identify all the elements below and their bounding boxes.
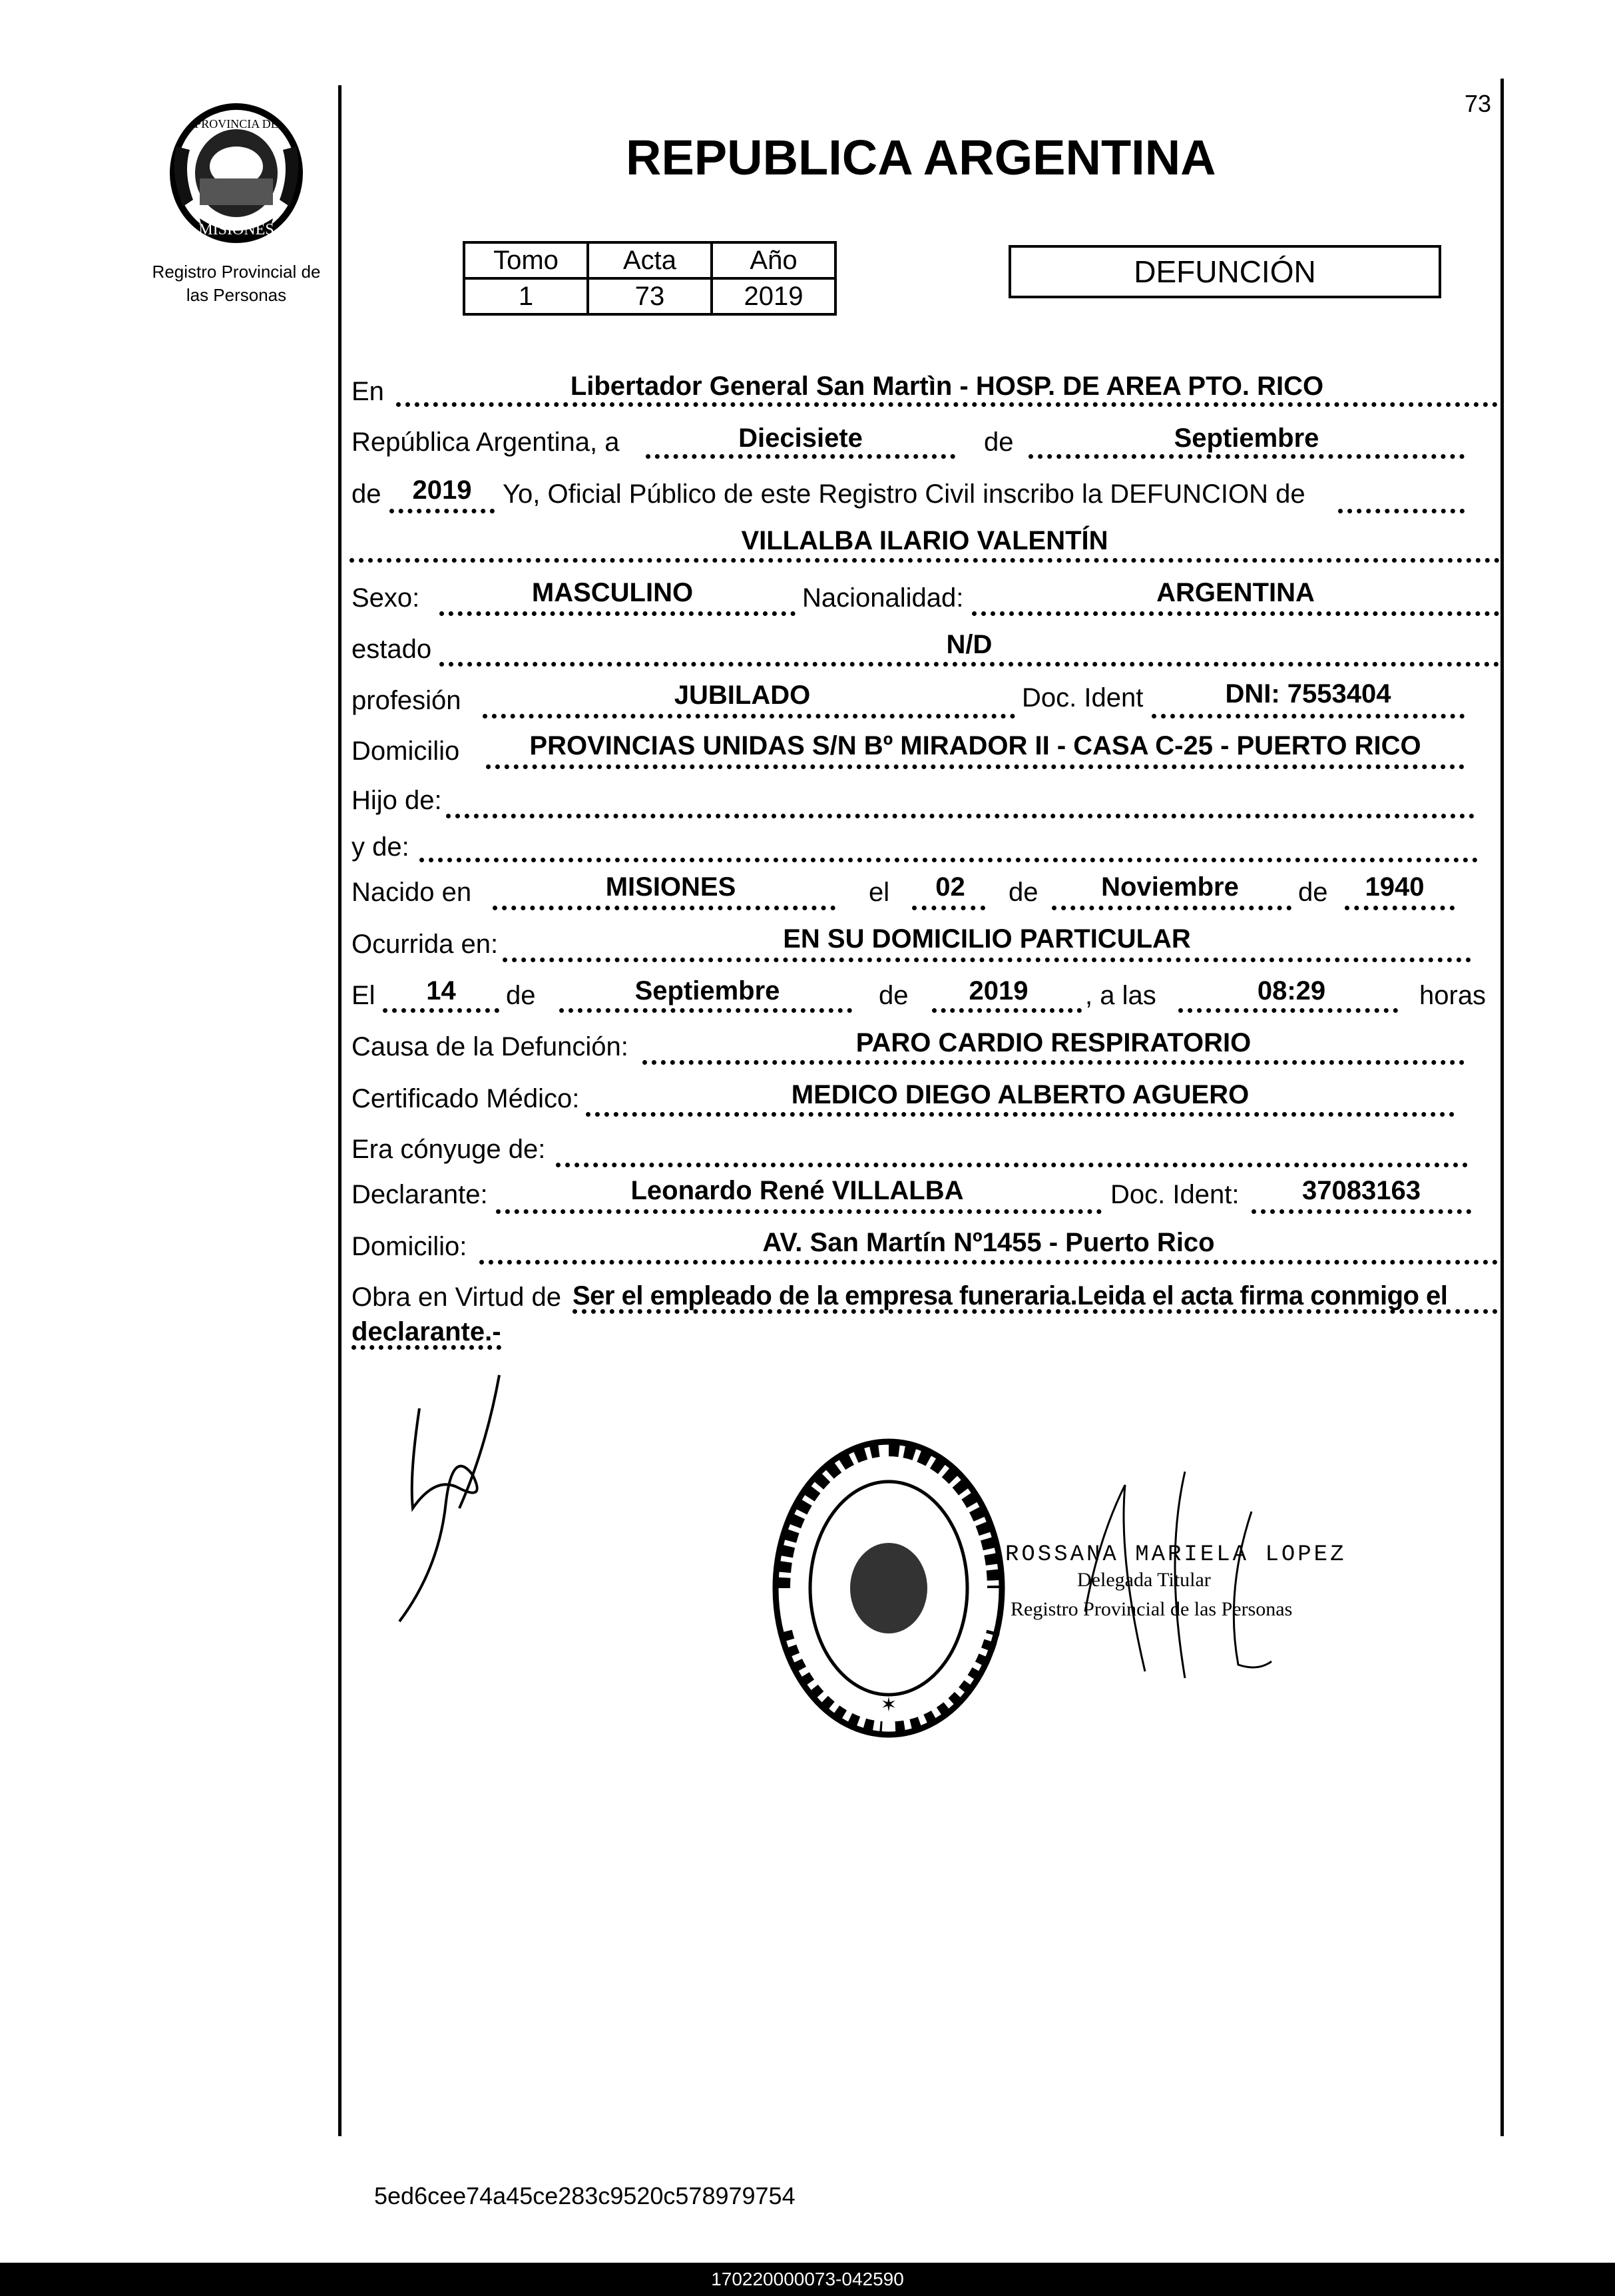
label-de-3: de: [1009, 878, 1038, 907]
label-yo-oficial: Yo, Oficial Público de este Registro Civil inscribo la DEFUNCION de: [503, 479, 1305, 509]
barcode-id: 170220000073-042590: [711, 2269, 904, 2289]
table-header-anio: Año: [712, 242, 835, 278]
value-declarante-domicilio: AV. San Martín Nº1455 - Puerto Rico: [762, 1228, 1215, 1257]
value-declarante-doc: 37083163: [1302, 1176, 1421, 1205]
value-certificado: MEDICO DIEGO ALBERTO AGUERO: [791, 1080, 1250, 1109]
value-obra-line1: Ser el empleado de la empresa funeraria.Leida el acta firma conmigo el: [573, 1281, 1448, 1310]
dotted-line: [912, 906, 985, 910]
label-causa: Causa de la Defunción:: [351, 1032, 628, 1061]
label-de-6: de: [879, 981, 909, 1010]
dotted-line: [351, 1345, 501, 1350]
document-hash: 5ed6cee74a45ce283c9520c578979754: [374, 2182, 796, 2209]
table-cell-acta: 73: [588, 278, 712, 314]
label-domicilio: Domicilio: [351, 736, 460, 766]
document-type: DEFUNCIÓN: [1134, 254, 1316, 289]
value-nombre: VILLALBA ILARIO VALENTÍN: [741, 526, 1108, 555]
left-border-line: [338, 85, 342, 2136]
value-fallec-hora: 08:29: [1257, 976, 1326, 1005]
dotted-line: [586, 1112, 1455, 1117]
label-de-4: de: [1298, 878, 1328, 907]
value-sexo: MASCULINO: [531, 578, 694, 607]
value-nacido-en: MISIONES: [605, 872, 736, 902]
value-fallec-mes: Septiembre: [634, 976, 780, 1005]
dotted-line: [439, 611, 796, 616]
dotted-line: [389, 509, 495, 513]
dotted-line: [556, 1163, 1468, 1167]
dotted-line: [439, 662, 1499, 667]
label-nacionalidad: Nacionalidad:: [802, 583, 964, 613]
dotted-line: [349, 558, 1500, 563]
dotted-line: [383, 1008, 499, 1013]
value-nacionalidad: ARGENTINA: [1156, 578, 1315, 607]
right-border-line: [1500, 79, 1504, 2136]
label-estado: estado: [351, 635, 432, 664]
value-profesion: JUBILADO: [674, 681, 811, 710]
dotted-line: [1252, 1209, 1471, 1214]
register-table: [463, 241, 837, 316]
dotted-line: [419, 858, 1478, 862]
label-de-2: de: [351, 479, 381, 509]
table-header-acta: Acta: [588, 242, 712, 278]
dotted-line: [1345, 906, 1455, 910]
label-a-las: , a las: [1085, 981, 1156, 1010]
value-fallec-dia: 14: [426, 976, 456, 1005]
value-nacido-mes: Noviembre: [1101, 872, 1239, 902]
label-domicilio-2: Domicilio:: [351, 1232, 467, 1261]
declarant-signature: [373, 1368, 519, 1635]
label-nacido-en: Nacido en: [351, 878, 472, 907]
official-stamp: [766, 1432, 1012, 1745]
label-sexo: Sexo:: [351, 583, 420, 613]
value-anio: 2019: [412, 475, 472, 505]
label-republica-a: República Argentina, a: [351, 428, 620, 457]
dotted-line: [1178, 1008, 1398, 1013]
dotted-line: [486, 764, 1465, 769]
dotted-line: [483, 714, 1015, 718]
registry-name-line1: Registro Provincial de: [152, 262, 321, 282]
dotted-line: [479, 1260, 1498, 1265]
officer-org: Registro Provincial de las Personas: [1011, 1598, 1293, 1620]
provincial-seal-icon: [163, 100, 310, 246]
value-domicilio: PROVINCIAS UNIDAS S/N Bº MIRADOR II - CASA C-25 - PUERTO RICO: [529, 731, 1421, 760]
svg-text:✶: ✶: [880, 1693, 897, 1717]
label-hijo-de: Hijo de:: [351, 786, 442, 815]
value-lugar: Libertador General San Martìn - HOSP. DE AREA PTO. RICO: [570, 372, 1324, 401]
dotted-line: [503, 958, 1471, 962]
value-doc-ident: DNI: 7553404: [1225, 679, 1391, 709]
value-estado: N/D: [946, 630, 993, 659]
value-nacido-anio: 1940: [1365, 872, 1425, 902]
label-de: de: [984, 428, 1014, 457]
dotted-line: [573, 1309, 1498, 1314]
dotted-line: [446, 814, 1475, 818]
page-number: 73: [1465, 90, 1492, 117]
dotted-line: [496, 1209, 1102, 1214]
dotted-line: [396, 402, 1498, 407]
value-nacido-dia: 02: [935, 872, 965, 902]
label-certificado: Certificado Médico:: [351, 1084, 580, 1113]
barcode-bar: [0, 2263, 1615, 2296]
dotted-line: [1052, 906, 1291, 910]
svg-text:PROVINCIA DE: PROVINCIA DE: [194, 117, 278, 131]
label-doc-ident: Doc. Ident: [1022, 683, 1144, 713]
label-obra-en-virtud: Obra en Virtud de: [351, 1283, 562, 1312]
label-profesion: profesión: [351, 686, 461, 715]
dotted-line: [642, 1060, 1465, 1065]
value-causa: PARO CARDIO RESPIRATORIO: [855, 1028, 1252, 1057]
document-type-box: [1009, 245, 1441, 298]
dotted-line: [1029, 454, 1465, 459]
dotted-line: [493, 906, 835, 910]
dotted-line: [559, 1008, 852, 1013]
label-de-5: de: [506, 981, 536, 1010]
page-title: REPUBLICA ARGENTINA: [626, 130, 1216, 185]
label-en: En: [351, 377, 384, 406]
dotted-line: [932, 1008, 1082, 1013]
officer-name: ROSSANA MARIELA LOPEZ: [1005, 1542, 1347, 1568]
dotted-line: [972, 611, 1499, 616]
dotted-line: [646, 454, 955, 459]
label-declarante: Declarante:: [351, 1180, 488, 1209]
label-el: el: [869, 878, 890, 907]
table-cell-tomo: 1: [464, 278, 588, 314]
value-declarante: Leonardo René VILLALBA: [630, 1176, 964, 1205]
label-horas: horas: [1419, 981, 1487, 1010]
dotted-line: [1338, 509, 1465, 513]
label-el-cap: El: [351, 981, 375, 1010]
table-cell-anio: 2019: [712, 278, 835, 314]
label-conyuge: Era cónyuge de:: [351, 1135, 546, 1164]
label-y-de: y de:: [351, 832, 409, 862]
value-fallec-anio: 2019: [969, 976, 1029, 1005]
value-mes: Septiembre: [1174, 424, 1319, 453]
label-doc-ident-2: Doc. Ident:: [1110, 1180, 1240, 1209]
value-obra-line2: declarante.-: [351, 1317, 501, 1346]
label-ocurrida-en: Ocurrida en:: [351, 930, 499, 959]
value-ocurrida-en: EN SU DOMICILIO PARTICULAR: [783, 924, 1191, 954]
officer-title: Delegada Titular: [1077, 1569, 1211, 1591]
table-header-tomo: Tomo: [464, 242, 588, 278]
registry-name-line2: las Personas: [186, 285, 287, 305]
value-dia-letras: Diecisiete: [738, 424, 863, 453]
dotted-line: [1152, 714, 1465, 718]
svg-text:MISIONES: MISIONES: [198, 221, 274, 238]
